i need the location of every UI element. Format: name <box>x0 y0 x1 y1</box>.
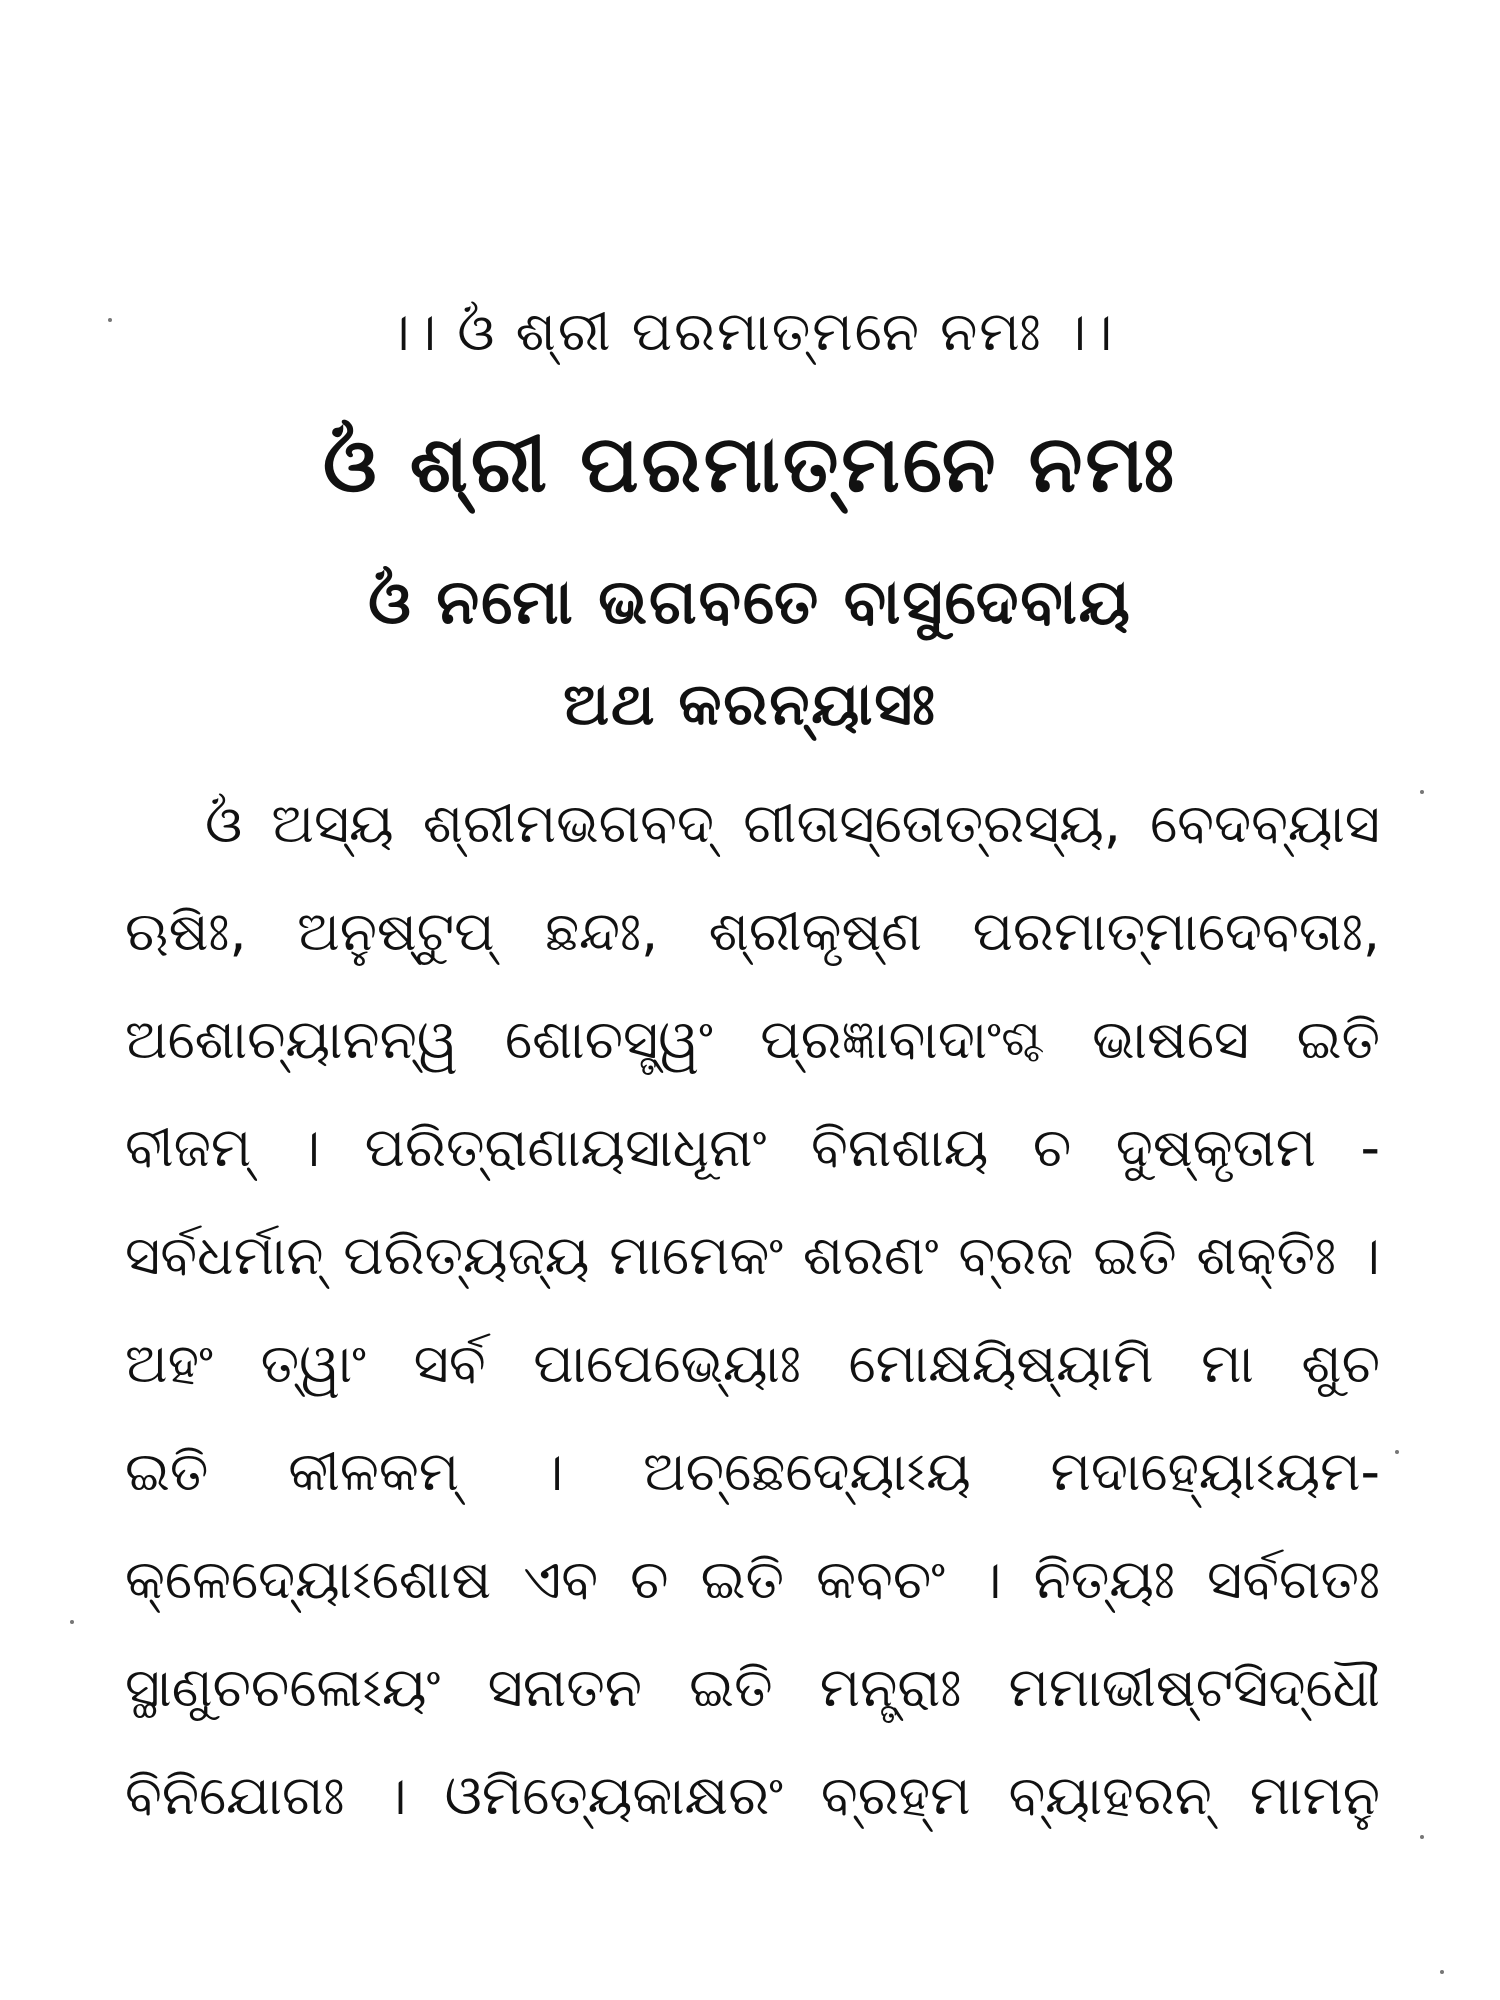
verse-line: ସ୍ଥାଣୁଚଚଳୋଽୟଂ ସନାତନ ଇତି ମନ୍ତ୍ରାଃ ମମାଭୀଷ୍ଟସିଦ୍ଧୌ <box>125 1656 1380 1719</box>
verse-line: ସର୍ବଧର୍ମାନ୍ ପରିତ୍ୟଜ୍ୟ ମାମେକଂ ଶରଣଂ ବ୍ରଜ ଇତି ଶକ୍ତିଃ । <box>125 1224 1380 1287</box>
invocation-line: ।। ଓଁ ଶ୍ରୀ ପରମାତ୍ମନେ ନମଃ ।। <box>385 300 1115 363</box>
verse-line: ବିନିଯୋଗଃ । ଓମିତ୍ୟେକାକ୍ଷରଂ ବ୍ରହ୍ମ ବ୍ୟାହରନ୍ ମାମନୁ <box>125 1764 1380 1827</box>
page-title: ଓଁ ଶ୍ରୀ ପରମାତ୍ମନେ ନମଃ <box>322 420 1178 510</box>
verse-line: ଅଶୋଚ୍ୟାନନ୍ୱ ଶୋଚସ୍ତ୍ୱଂ ପ୍ରଜ୍ଞାବାଦାଂଶ୍ଚ ଭାଷସେ ଇତି <box>125 1008 1380 1071</box>
verse-line: କ୍ଳେଦ୍ୟୋଽଶୋଷ ଏବ ଚ ଇତି କବଚଂ । ନିତ୍ୟଃ ସର୍ବଗତଃ <box>125 1548 1380 1611</box>
subtitle: ଓଁ ନମୋ ଭଗବତେ ବାସୁଦେବାୟ <box>368 565 1132 638</box>
scan-speck <box>1420 790 1424 794</box>
verse-line: ଅହଂ ତ୍ୱାଂ ସର୍ବ ପାପେଭ୍ୟୋଃ ମୋକ୍ଷୟିଷ୍ୟାମି ମା ଶୁଚ <box>125 1332 1380 1395</box>
scan-speck <box>108 318 112 322</box>
verse-line: ଋଷିଃ, ଅନୁଷ୍ଟୁପ୍ ଛନ୍ଦଃ, ଶ୍ରୀକୃଷ୍ଣ ପରମାତ୍ମାଦେବତାଃ, <box>125 900 1380 963</box>
scan-speck <box>70 1620 74 1624</box>
scan-speck <box>1395 1450 1399 1454</box>
verse-body <box>125 770 1380 1850</box>
verse-line: ବୀଜମ୍ । ପରିତ୍ରାଣାୟସାଧୂନାଂ ବିନାଶାୟ ଚ ଦୁଷ୍କୃତାମ - <box>125 1116 1380 1179</box>
verse-line: ଇତି କୀଳକମ୍ । ଅଚ୍ଛେଦ୍ୟୋଽୟ ମଦାହ୍ୟୋଽୟମ- <box>125 1440 1380 1503</box>
scan-speck <box>1420 1835 1424 1839</box>
scan-speck <box>1440 1970 1444 1974</box>
verse-line: ଓଁ ଅସ୍ୟ ଶ୍ରୀମଭଗବଦ୍ ଗୀତାସ୍ତୋତ୍ରସ୍ୟ, ବେଦବ୍ୟାସ <box>205 792 1380 855</box>
section-heading: ଅଥ କରନ୍ୟାସଃ <box>563 670 937 738</box>
